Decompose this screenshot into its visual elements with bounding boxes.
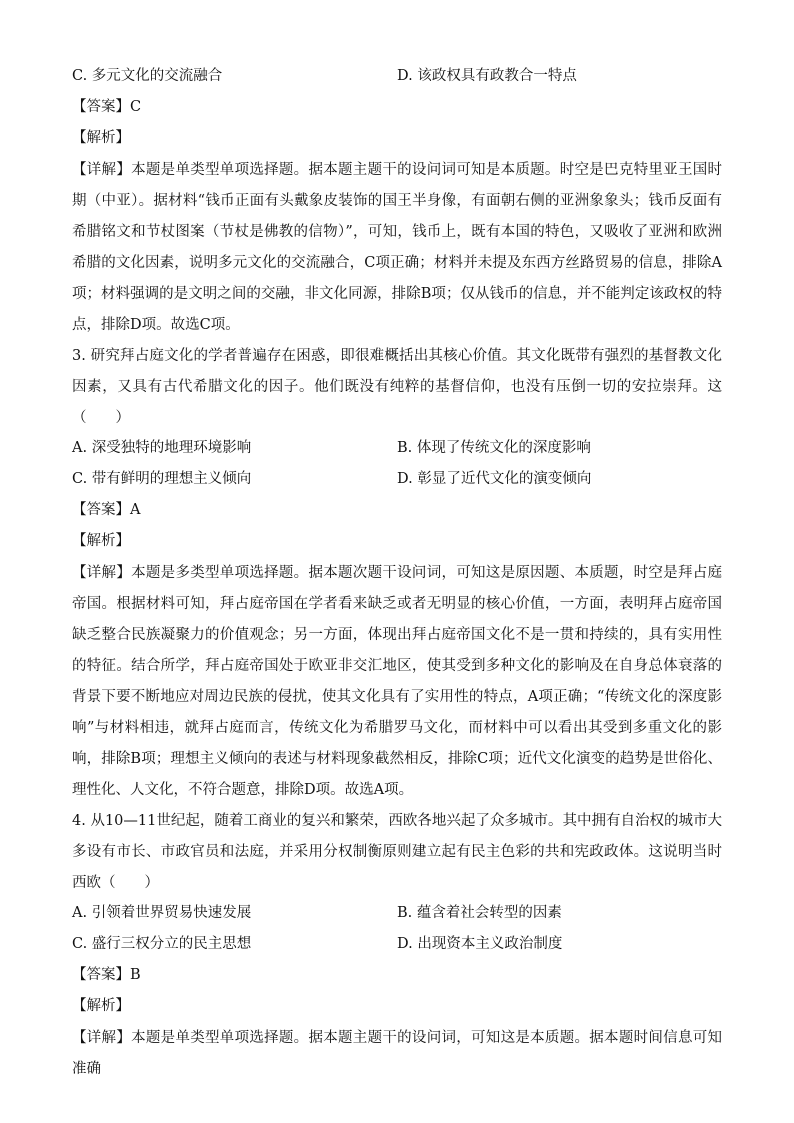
q3-options-row-1 — [72, 434, 722, 465]
q3-option-b: B. 体现了传统文化的深度影响 — [397, 440, 591, 456]
q2-options-row — [72, 62, 722, 93]
q3-detail: 【详解】本题是多类型单项选择题。据本题次题干设问词，可知这是原因题、本质题，时空是拜占庭帝国。根据材料可知，拜占庭帝国在学者看来缺乏或者无明显的核心价值，一方面，表明拜占庭帝国缺乏整合民族凝聚力的价值观念；另一方面，体现出拜占庭帝国文化不是一贯和持续的，具有实用性的特征。结合所学，拜占庭帝国处于欧亚非交汇地区，使其受到多种文化的影响及在自身总体衰落的背景下要不断地应对周边民族的侵扰，使其文化具有了实用性的特点，A项正确；“传统文化的深度影响”与材料相违，就拜占庭而言，传统文化为希腊罗马文化，而材料中可以看出其受到多重文化的影响，排除B项；理想主义倾向的表述与材料现象截然相反，排除C项；近代文化演变的趋势是世俗化、理性化、人文化，不符合题意，排除D项。故选A项。 — [72, 565, 722, 798]
q3-stem: 3. 研究拜占庭文化的学者普遍存在困惑，即很难概括出其核心价值。其文化既带有强烈的基督教文化因素，又具有古代希腊文化的因子。他们既没有纯粹的基督信仰，也没有压倒一切的安拉崇拜。这（ ） — [72, 348, 722, 426]
q3-options-row-2 — [72, 465, 722, 496]
q2-analysis-label: 【解析】 — [72, 130, 130, 146]
q4-stem: 4. 从10—11世纪起，随着工商业的复兴和繁荣，西欧各地兴起了众多城市。其中拥有自治权的城市大多设有市长、市政官员和法庭，并采用分权制衡原则建立起有民主色彩的共和宪政政体。这说明当时西欧（ ） — [72, 813, 722, 891]
document-page — [72, 62, 722, 1085]
q2-answer: 【答案】C — [72, 99, 142, 115]
q4-analysis-label: 【解析】 — [72, 998, 130, 1014]
q2-option-d: D. 该政权具有政教合一特点 — [397, 68, 577, 84]
q4-options-row-1 — [72, 899, 722, 930]
q4-detail: 【详解】本题是单类型单项选择题。据本题主题干的设问词，可知这是本质题。据本题时间信息可知准确 — [72, 1030, 722, 1077]
q2-option-c: C. 多元文化的交流融合 — [72, 68, 223, 84]
q4-option-d: D. 出现资本主义政治制度 — [397, 936, 563, 952]
q3-answer: 【答案】A — [72, 502, 141, 518]
q3-option-d: D. 彰显了近代文化的演变倾向 — [397, 471, 592, 487]
q2-detail: 【详解】本题是单类型单项选择题。据本题主题干的设问词可知是本质题。时空是巴克特里亚王国时期（中亚）。据材料“钱币正面有头戴象皮装饰的国王半身像，有面朝右侧的亚洲象象头；钱币反面有希腊铭文和节杖图案（节杖是佛教的信物）”，可知，钱币上，既有本国的特色，又吸收了亚洲和欧洲希腊的文化因素，说明多元文化的交流融合，C项正确；材料并未提及东西方丝路贸易的信息，排除A项；材料强调的是文明之间的交融，非文化同源，排除B项；仅从钱币的信息，并不能判定该政权的特点，排除D项。故选C项。 — [72, 162, 722, 333]
q4-option-a: A. 引领着世界贸易快速发展 — [72, 905, 252, 921]
q4-answer: 【答案】B — [72, 967, 141, 983]
q4-options-row-2 — [72, 930, 722, 961]
q4-option-b: B. 蕴含着社会转型的因素 — [397, 905, 562, 921]
q3-option-c: C. 带有鲜明的理想主义倾向 — [72, 471, 252, 487]
q3-analysis-label: 【解析】 — [72, 533, 130, 549]
q4-option-c: C. 盛行三权分立的民主思想 — [72, 936, 252, 952]
q3-option-a: A. 深受独特的地理环境影响 — [72, 440, 252, 456]
